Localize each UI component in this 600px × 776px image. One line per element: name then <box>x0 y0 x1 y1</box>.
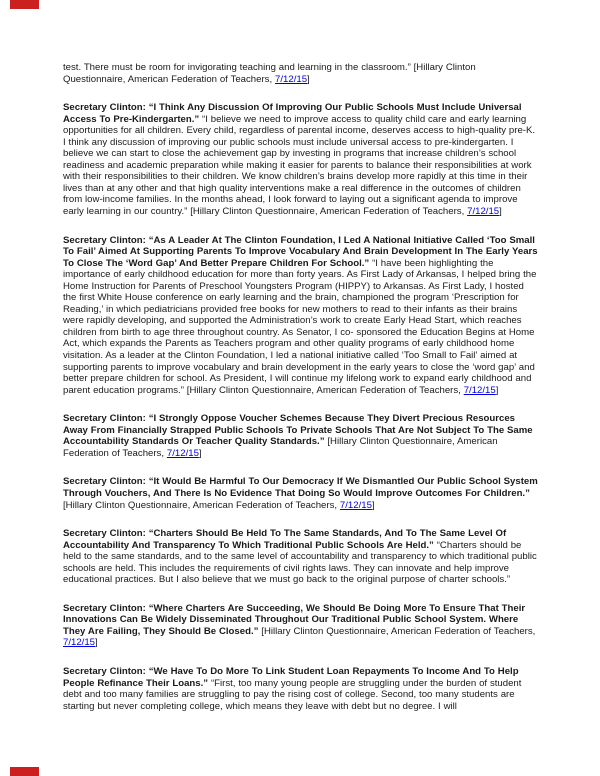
body-text: “I have been highlighting the importance of early childhood education for more than forty years. As First Lady of Arkansas, I helped bring the Home Instruction for Parents of Preschool Youngsters Program (HIPPY) to Arkansas. As First Lady, I hosted the first White House conference on early learning and the brain, championed the program ‘Prescription for Reading,’ in which pediatricians provided free books for new mothers to read to their infants as their brains were rapidly developing, and supported the Administration’s work to create Early Head Start, which reaches children from birth to age three throughout country. As Senator, I co- sponsored the Education Begins at Home Act, which expands the Parents as Teachers program and other quality programs of early childhood home visitation. As a leader at the Clinton Foundation, I led a national initiative called ‘Too Small to Fail’ aimed at supporting parents to improve vocabulary and brain development in the early years to close the ‘word gap’ and better prepare children for school. As President, I will continue my lifelong work to expand early childhood and parent education programs.” [Hillary Clinton Questionnaire, American Federation of Teachers, <box>63 257 537 396</box>
body-text: ] <box>495 384 499 396</box>
body-text: ] <box>371 499 375 511</box>
paragraph-charters-succeeding-statement <box>63 603 540 649</box>
paragraph-voucher-schemes-statement <box>63 413 540 459</box>
citation-date-link[interactable]: 7/12/15 <box>463 384 496 396</box>
page-break-red-artifact-bottom <box>10 767 39 776</box>
paragraph-harmful-to-democracy-statement <box>63 476 540 511</box>
statement-lead-bold: Secretary Clinton: “Charters Should Be Held To The Same Standards, And To The Same Level Of Accountability And Transparency To Which Traditional Public Schools Are Held.” <box>63 528 507 551</box>
statement-lead-bold: Secretary Clinton: “I Strongly Oppose Voucher Schemes Because They Divert Precious Resources Away From Financially Strapped Public Schools To Private Schools That Are Not Subject To The Same Accountability Standards Or Teacher Quality Standards.” <box>63 413 533 448</box>
paragraph-charters-standards-statement <box>63 528 540 586</box>
body-text: ] <box>95 637 98 649</box>
page-break-red-artifact-top <box>10 0 39 9</box>
body-text: ] <box>198 447 202 459</box>
citation-date-link[interactable]: 7/12/15 <box>275 73 308 85</box>
statement-lead-bold: Secretary Clinton: “We Have To Do More To Link Student Loan Repayments To Income And To Help People Refinance Their Loans.” <box>63 665 519 689</box>
statement-lead-bold: Secretary Clinton: “It Would Be Harmful To Our Democracy If We Dismantled Our Public School System Through Vouchers, And There Is No Evidence That Doing So Would Improve Outcomes For Children.” <box>63 476 538 499</box>
body-text: “Charters should be held to the same standards, and to the same level of accountability and transparency to which traditional public schools are held. This includes the requirements of civil rights laws. They can innovate and help improve educational practices. But I also believe that we must go back to the original purpose of charter schools.” <box>63 539 537 586</box>
body-text: [Hillary Clinton Questionnaire, American Federation of Teachers, <box>261 625 536 637</box>
paragraph-student-loan-statement <box>63 666 540 712</box>
citation-date-link[interactable]: 7/12/15 <box>467 206 500 218</box>
citation-date-link[interactable]: 7/12/15 <box>63 637 96 649</box>
citation-date-link[interactable]: 7/12/15 <box>166 447 199 459</box>
body-text: [Hillary Clinton Questionnaire, American Federation of Teachers, <box>63 499 340 511</box>
statement-lead-bold: Secretary Clinton: “Where Charters Are Succeeding, We Should Be Doing More To Ensure That Their Innovations Can Be Widely Disseminated Throughout Our Traditional Public School System. Where They Are Failing, They Should Be Closed.” <box>63 602 526 637</box>
statement-lead-bold: Secretary Clinton: “I Think Any Discussion Of Improving Our Public Schools Must Include Universal Access To Pre-Kindergarten.” <box>63 102 522 125</box>
paragraph-pre-kindergarten-statement <box>63 102 540 217</box>
body-text: “I believe we need to improve access to quality child care and early learning opportunities for all children. Every child, regardless of parental income, deserves access to high-quality pre-K. I think any discussion of improving our public schools must include universal access to pre-kindergarten. I believe we can start to close the achievement gap by investing in programs that increase children’s school readiness and academic preparation while making it easier for parents to balance their responsibilities at work with their responsibilities to their children. We know children’s brains develop more rapidly at this time in their lives than at any other and that high quality interventions make a real difference in the outcomes of children from low-income families. In the months ahead, I look forward to laying out a significant agenda to improve early learning in our country.” [Hillary Clinton Questionnaire, American Federation of Teachers, <box>63 113 536 218</box>
citation-date-link[interactable]: 7/12/15 <box>339 499 372 511</box>
body-text: ] <box>307 73 310 85</box>
body-text: test. There must be room for invigorating teaching and learning in the classroom.” [Hillary Clinton Questionnaire, American Federation of Teachers, <box>63 62 476 85</box>
statement-lead-bold: Secretary Clinton: “As A Leader At The Clinton Foundation, I Led A National Initiative Called ‘Too Small To Fail’ Aimed At Supporting Parents To Improve Vocabulary And Brain Development In The Early Years To Close The ‘Word Gap’ And Better Prepare Children For School.” <box>63 234 538 269</box>
body-text: “First, too many young people are struggling under the burden of student debt and too many families are struggling to pay the rising cost of college. Second, too many students are starting but never completing college, which means they leave with debt but no degree. I will <box>63 677 522 712</box>
body-text: [Hillary Clinton Questionnaire, American Federation of Teachers, <box>63 436 498 459</box>
paragraph-too-small-to-fail-statement <box>63 235 540 397</box>
paragraph-carryover-testing-quote <box>63 62 540 85</box>
document-text-block <box>63 62 540 729</box>
body-text: ] <box>499 206 502 218</box>
